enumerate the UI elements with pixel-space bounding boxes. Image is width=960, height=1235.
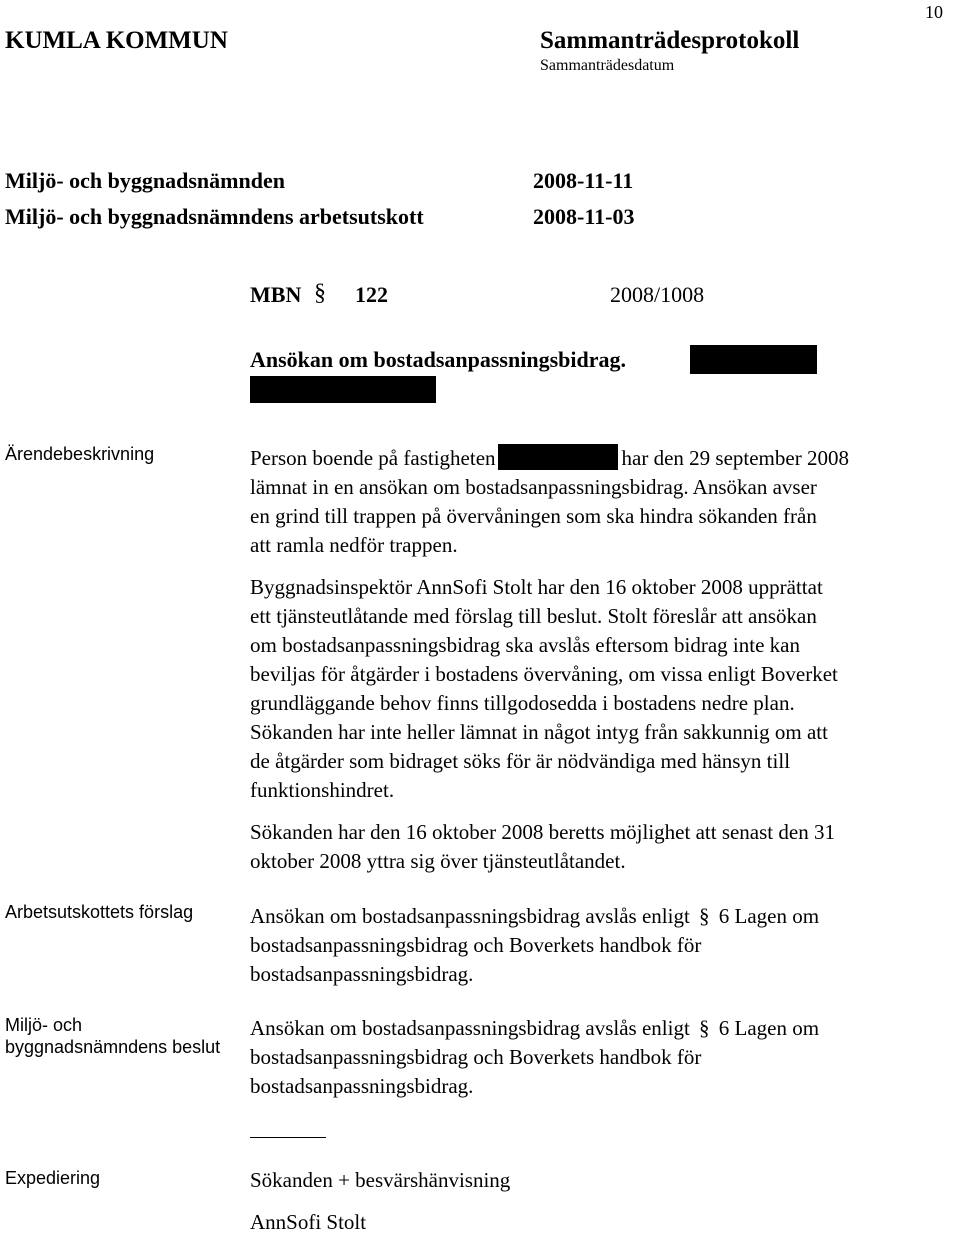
description-line: Sökanden har den 16 oktober 2008 beretts möjlighet att senast den 31 — [250, 820, 835, 844]
description-line: de åtgärder som bidraget söks för är nödvändiga med hänsyn till — [250, 749, 791, 773]
meeting-date-label: Sammanträdesdatum — [540, 57, 675, 74]
description-line: Sökanden har inte heller lämnat in något intyg från sakkunnig om att — [250, 720, 828, 744]
dispatch-recipient: Sökanden + besvärshänvisning — [250, 1168, 511, 1192]
description-line: beviljas för åtgärder i bostadens övervåning, om vissa enligt Boverket — [250, 662, 838, 686]
description-line: lämnat in en ansökan om bostadsanpassningsbidrag. Ansökan avser — [250, 475, 817, 499]
meeting-date: 2008-11-03 — [533, 204, 635, 229]
decision-line: bostadsanpassningsbidrag och Boverkets handbok för — [250, 1045, 702, 1069]
case-prefix: MBN — [250, 282, 302, 307]
decision-text: Ansökan om bostadsanpassningsbidrag avslås enligt — [250, 1016, 690, 1040]
page-number: 10 — [925, 2, 943, 22]
decision-line — [250, 1014, 960, 1043]
proposal-line: bostadsanpassningsbidrag. — [250, 962, 474, 986]
case-dnr: 2008/1008 — [610, 282, 705, 307]
description-line: en grind till trappen på övervåningen som ska hindra sökanden från — [250, 504, 817, 528]
paragraph-symbol: § — [314, 280, 326, 306]
organization-name: KUMLA KOMMUN — [5, 27, 228, 54]
decision-label-line: Miljö- och — [5, 1015, 83, 1035]
redaction-block — [690, 345, 817, 374]
meeting-body: Miljö- och byggnadsnämnden — [5, 168, 285, 193]
redaction-block — [498, 444, 618, 470]
proposal-line: bostadsanpassningsbidrag och Boverkets handbok för — [250, 933, 702, 957]
meeting-date: 2008-11-11 — [533, 168, 634, 193]
description-text: Person boende på fastigheten — [250, 446, 496, 470]
decision-paragraph — [250, 1014, 960, 1101]
case-number: 122 — [355, 282, 388, 307]
divider — [250, 1137, 326, 1138]
decision-label — [5, 1014, 220, 1058]
description-line — [250, 444, 960, 473]
case-title: Ansökan om bostadsanpassningsbidrag. — [250, 347, 626, 372]
decision-label-line: byggnadsnämndens beslut — [5, 1037, 221, 1057]
description-line: ett tjänsteutlåtande med förslag till beslut. Stolt föreslår att ansökan — [250, 604, 817, 628]
description-line: att ramla nedför trappen. — [250, 533, 458, 557]
description-line: grundläggande behov finns tillgodosedda i bostadens nedre plan. — [250, 691, 795, 715]
meeting-body: Miljö- och byggnadsnämndens arbetsutskott — [5, 204, 424, 229]
description-line: oktober 2008 yttra sig över tjänsteutlåtandet. — [250, 849, 626, 873]
redaction-block — [250, 376, 436, 403]
description-line: om bostadsanpassningsbidrag ska avslås eftersom bidrag inte kan — [250, 633, 800, 657]
paragraph-symbol: § — [699, 1016, 710, 1040]
description-text: har den 29 september 2008 — [621, 446, 849, 470]
dispatch-label: Expediering — [5, 1168, 101, 1188]
decision-line: bostadsanpassningsbidrag. — [250, 1074, 474, 1098]
proposal-paragraph — [250, 902, 960, 989]
proposal-line — [250, 902, 960, 931]
description-line: Byggnadsinspektör AnnSofi Stolt har den 16 oktober 2008 upprättat — [250, 575, 823, 599]
description-label: Ärendebeskrivning — [5, 444, 155, 464]
proposal-text: 6 Lagen om — [718, 904, 820, 928]
paragraph-symbol: § — [699, 904, 710, 928]
dispatch-recipient: AnnSofi Stolt — [250, 1210, 367, 1234]
document-type: Sammanträdesprotokoll — [540, 27, 800, 54]
proposal-label: Arbetsutskottets förslag — [5, 902, 194, 922]
decision-text: 6 Lagen om — [718, 1016, 820, 1040]
description-paragraph — [250, 444, 960, 876]
description-line: funktionshindret. — [250, 778, 395, 802]
proposal-text: Ansökan om bostadsanpassningsbidrag avslås enligt — [250, 904, 690, 928]
